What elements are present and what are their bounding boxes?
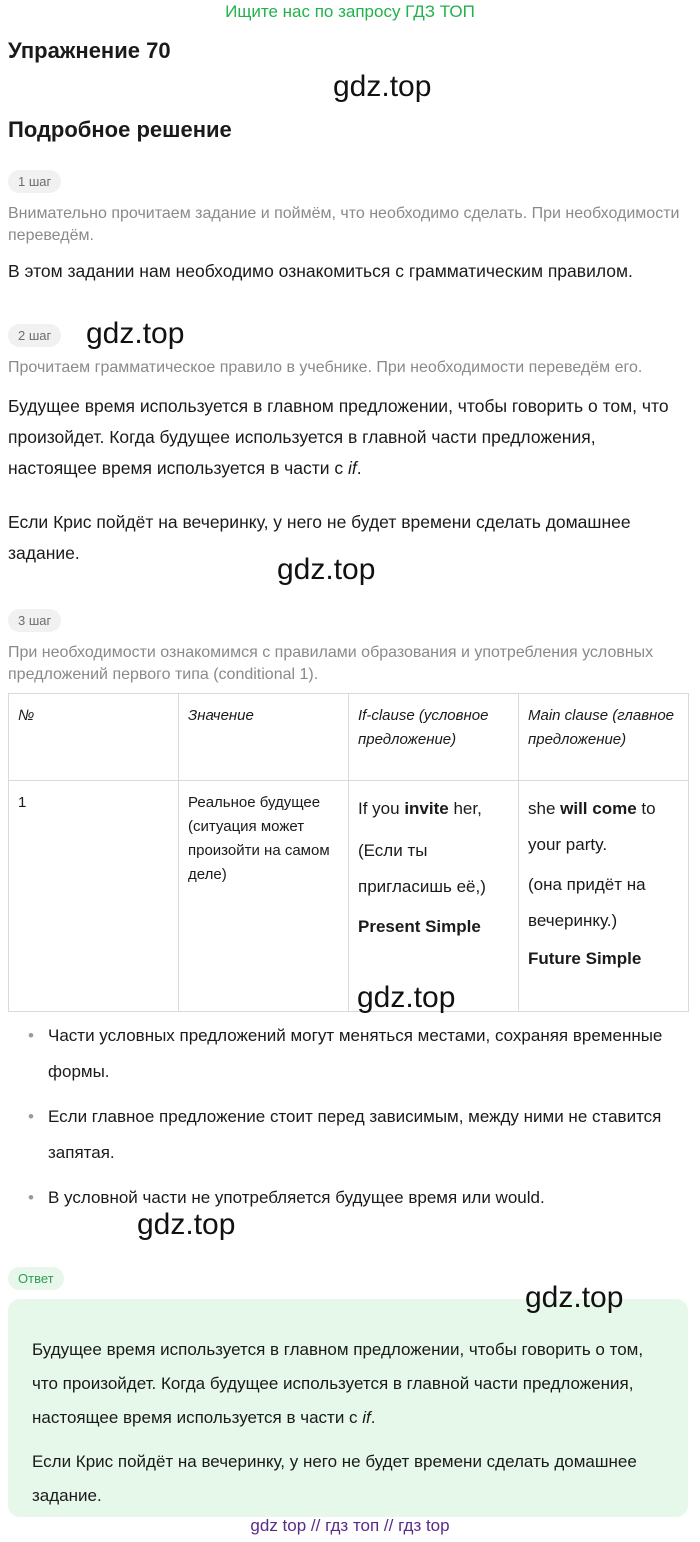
step-1-hint: Внимательно прочитаем задание и поймём, что необходимо сделать. При необходимости переведём. — [8, 205, 680, 244]
rule-text: Будущее время используется в главном предложении, чтобы говорить о том, что произойдет. Когда будущее используется в главной части предложения, настоящее время используется в части с — [8, 396, 669, 478]
list-item-text: Части условных предложений могут меняться местами, сохраняя временные формы. — [48, 1026, 663, 1081]
row-meaning: Реальное будущее (ситуация может произойти на самом деле) — [179, 781, 349, 1012]
watermark: gdz.top — [357, 981, 456, 1014]
conditional-table — [8, 693, 689, 1012]
step-3-label: 3 шаг — [8, 609, 61, 632]
main-translation: (она придёт на вечеринку.) — [528, 875, 646, 930]
if-tense: Present Simple — [358, 917, 481, 936]
watermark: gdz.top — [277, 553, 376, 586]
main-example-verb: will come — [560, 799, 637, 818]
step-2-badge — [8, 324, 61, 347]
header-main-clause: Main clause (главное предложение) — [519, 694, 689, 781]
answer-box — [8, 1299, 688, 1517]
step-1-text: В этом задании нам необходимо ознакомиться с грамматическим правилом. — [8, 261, 633, 281]
step-3-hint: При необходимости ознакомимся с правилами образования и употребления условных предложений первого типа (conditional 1). — [8, 644, 654, 683]
answer-label: Ответ — [8, 1267, 64, 1290]
main-example-post: to your party. — [528, 799, 656, 854]
if-example — [358, 791, 509, 827]
step-2-label: 2 шаг — [8, 324, 61, 347]
watermark: gdz.top — [137, 1208, 236, 1241]
list-item — [8, 1180, 688, 1216]
solution-title: Подробное решение — [8, 117, 232, 142]
list-item-text: Если главное предложение стоит перед зависимым, между ними не ставится запятая. — [48, 1107, 662, 1162]
step-3-badge — [8, 609, 61, 632]
header-if-clause: If-clause (условное предложение) — [349, 694, 519, 781]
header-meaning: Значение — [179, 694, 349, 781]
list-item-text: В условной части не употребляется будущее время или would. — [48, 1188, 545, 1207]
exercise-title: Упражнение 70 — [8, 38, 171, 63]
answer-if-word: if — [362, 1408, 371, 1427]
step-2-hint: Прочитаем грамматическое правило в учебнике. При необходимости переведём его. — [8, 359, 643, 376]
answer-paragraph-1 — [32, 1333, 664, 1435]
watermark: gdz.top — [86, 317, 185, 350]
footer-links: gdz top // гдз топ // гдз top — [250, 1516, 450, 1535]
header-number: № — [9, 694, 179, 781]
step-1-label: 1 шаг — [8, 170, 61, 193]
search-banner: Ищите нас по запросу ГДЗ ТОП — [225, 2, 475, 21]
step-2-example: Если Крис пойдёт на вечеринку, у него не будет времени сделать домашнее задание. — [8, 512, 631, 563]
main-example-pre: she — [528, 799, 561, 818]
row-number: 1 — [9, 781, 179, 1012]
answer-paragraph-2: Если Крис пойдёт на вечеринку, у него не будет времени сделать домашнее задание. — [32, 1452, 637, 1505]
if-example-pre: If you — [358, 799, 405, 818]
rule-end: . — [356, 458, 362, 478]
if-example-verb: invite — [404, 799, 449, 818]
bullet-dot-icon: • — [28, 1188, 34, 1207]
table-row — [9, 781, 689, 1012]
if-translation: (Если ты пригласишь её,) — [358, 841, 486, 896]
list-item — [8, 1018, 688, 1090]
answer-badge — [8, 1267, 64, 1290]
list-item — [8, 1099, 688, 1171]
step-1-badge — [8, 170, 61, 193]
watermark: gdz.top — [333, 70, 432, 103]
row-main-clause — [519, 781, 689, 1012]
answer-text-end: . — [370, 1408, 376, 1427]
step-2-rule-paragraph — [8, 391, 688, 484]
watermark: gdz.top — [525, 1281, 624, 1314]
rules-list — [8, 1018, 688, 1225]
bullet-dot-icon: • — [28, 1107, 34, 1126]
if-example-post: her, — [448, 799, 482, 818]
bullet-dot-icon: • — [28, 1026, 34, 1045]
answer-text: Будущее время используется в главном предложении, чтобы говорить о том, что произойдет. Когда будущее используется в главной части предложения, настоящее время используется в части с — [32, 1340, 644, 1427]
main-example — [528, 791, 679, 863]
row-if-clause — [349, 781, 519, 1012]
table-header-row — [9, 694, 689, 781]
if-word: if — [347, 458, 357, 478]
main-tense: Future Simple — [528, 949, 642, 968]
